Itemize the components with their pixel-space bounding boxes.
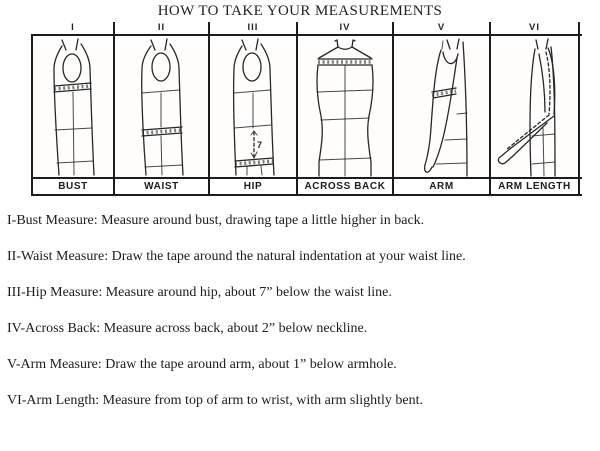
instruction-bust: I-Bust Measure: Measure around bust, drawing tape a little higher in back.: [7, 213, 425, 228]
panel-row: [31, 34, 582, 177]
label-row: [31, 177, 582, 196]
numeral-row: [33, 22, 582, 34]
panel-numeral-arm: V: [394, 22, 491, 34]
instruction-arm: V-Arm Measure: Draw the tape around arm, about 1” below armhole.: [7, 357, 397, 372]
instruction-list: [0, 196, 600, 410]
instruction-hip: III-Hip Measure: Measure around hip, about 7” below the waist line.: [7, 285, 392, 300]
arm-length-figure-illustration: [491, 36, 578, 177]
panel-label-arm-length: ARM LENGTH: [491, 179, 580, 194]
instruction-waist: II-Waist Measure: Draw the tape around the natural indentation at your waist line.: [7, 249, 466, 264]
panel-label-hip: HIP: [210, 179, 298, 194]
panel-label-waist: WAIST: [115, 179, 210, 194]
panel-bust: [33, 36, 115, 177]
panel-label-across-back: ACROSS BACK: [298, 179, 394, 194]
across-back-figure-illustration: [298, 36, 392, 177]
panel-numeral-arm-length: VI: [491, 22, 580, 34]
page-title: HOW TO TAKE YOUR MEASUREMENTS: [157, 3, 443, 19]
panel-numeral-waist: II: [115, 22, 210, 34]
panel-arm: [394, 36, 491, 177]
bust-figure-illustration: [33, 36, 113, 177]
hip-distance-annotation: 7: [257, 140, 263, 150]
panel-numeral-bust: I: [33, 22, 115, 34]
panel-arm-length: [491, 36, 580, 177]
instruction-across-back: IV-Across Back: Measure across back, about 2” below neckline.: [7, 321, 368, 336]
figure-strip: [31, 22, 582, 196]
arm-figure-illustration: [394, 36, 489, 177]
panel-numeral-hip: III: [210, 22, 298, 34]
waist-figure-illustration: [115, 36, 208, 177]
panel-waist: [115, 36, 210, 177]
panel-across-back: [298, 36, 394, 177]
hip-figure-illustration: [210, 36, 296, 177]
panel-hip: [210, 36, 298, 177]
panel-label-bust: BUST: [33, 179, 115, 194]
panel-label-arm: ARM: [394, 179, 491, 194]
instruction-arm-length: VI-Arm Length: Measure from top of arm to wrist, with arm slightly bent.: [7, 393, 424, 408]
panel-numeral-across-back: IV: [298, 22, 394, 34]
